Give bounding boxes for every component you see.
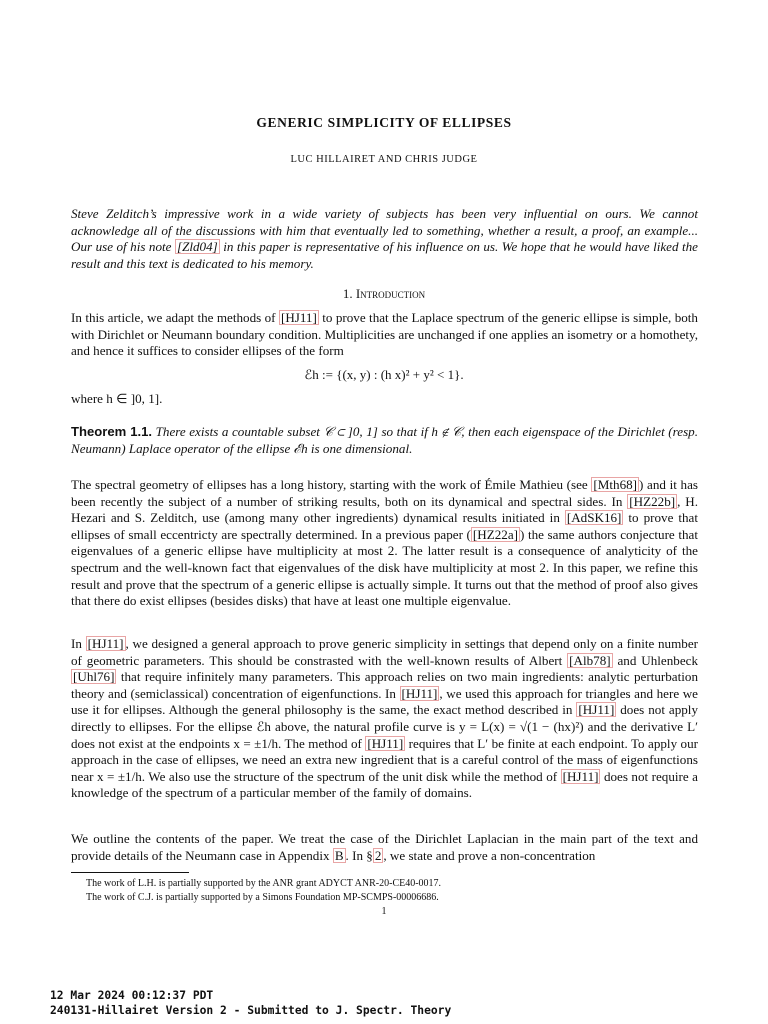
section-link[interactable]: 2 — [374, 847, 382, 863]
authors: LUC HILLAIRET AND CHRIS JUDGE — [290, 154, 478, 165]
footnote: The work of L.H. is partially supported by the ANR grant ADYCT ANR-20-CE40-0017. — [86, 878, 442, 889]
dedication: Steve Zelditch’s impressive work in a wide variety of subjects has been very influential on ours. We cannot acknowledge all of the discussions with him that eventually led to something, whether a result, a proof, an example... Our use of his note [Zld04] in this paper is representative of his influence on us. We hope that he would have liked the result and this text is dedicated to his memory. — [71, 206, 698, 271]
section-heading — [0, 286, 768, 302]
ellipse-equation: ℰh := {(x, y) : (h x)² + y² < 1}. — [304, 367, 464, 382]
theorem-label: Theorem 1.1. — [71, 424, 153, 439]
citation-link[interactable]: [Zld04] — [176, 239, 218, 255]
citation-link[interactable]: [HJ11] — [87, 636, 124, 651]
citation-link[interactable]: [HZ22b] — [629, 493, 676, 509]
citation-link[interactable]: [HJ11] — [367, 735, 404, 751]
theorem-1-1 — [71, 424, 698, 457]
footnotes — [86, 877, 698, 904]
citation-link[interactable]: [Uhl76] — [73, 669, 115, 685]
footnote-divider — [71, 872, 189, 873]
citation-link[interactable]: [HJ11] — [562, 768, 599, 784]
citation-link[interactable]: [AdSK16] — [566, 510, 622, 526]
section-number: 1. — [342, 286, 356, 301]
outline-paragraph: We outline the contents of the paper. We treat the case of the Dirichlet Laplacian in the main part of the text and provide details of the Neumann case in Appendix B . In § 2 , we state and prove a non-concentration — [71, 831, 698, 863]
stamp-date: 12 Mar 2024 00:12:37 PDT — [50, 989, 214, 1002]
citation-link[interactable]: [Alb78] — [569, 652, 611, 668]
citation-link[interactable]: [Mth68] — [593, 477, 638, 492]
paper-title: GENERIC SIMPLICITY OF ELLIPSES — [256, 115, 512, 130]
citation-link[interactable]: [HJ11] — [578, 702, 615, 718]
history-paragraph: The spectral geometry of ellipses has a long history, starting with the work of Émile Mathieu (see [Mth68] ) and it has been recently the subject of a number of striking results, both on its dynamical and spectral sides. In [HZ22b] , H. Hezari and S. Zelditch, use (among many other ingredients) dynamical results initiated in [AdSK16] to prove that ellipses of small eccentricty are spectrally determined. In a previous paper ( [HZ22a] ) the same authors conjecture that eigenvalues of a generic ellipse have multiplicity at most 2. The latter result is a consequence of analyticity of the spectrum and the well-known fact that eigenvalues of the disk have multiplicity at most 2. In this paper, we refine this result and prove that the spectrum of a generic ellipse is actually simple. It turns out that the method of proof also gives that there do exist ellipses (besides disks) that have at least one multiple eigenvalue. — [71, 477, 699, 609]
method-paragraph: In [HJ11] , we designed a general approach to prove generic simplicity in settings that depend only on a finite number of geometric parameters. This should be constrasted with the well-known results of Albert [Alb78] and Uhlenbeck [Uhl76] that require infinitely many parameters. This approach relies on two main ingredients: analytic perturbation theory and (semiclassical) concentration of eigenfunctions. In [HJ11] , we used this approach for triangles and here we use it for ellipses. Although the general philosophy is the same, the exact method described in [HJ11] does not apply directly to ellipses. For the ellipse ℰh above, the natural profile curve is y = L(x) = √(1 − (hx)²) and the derivative L′ does not exist at the endpoints x = ±1/h. The method of [HJ11] requires that L′ be finite at each endpoint. To apply our approach in the case of ellipses, we need an extra new ingredient that is a careful control of the mass of eigenfunctions near x = ±1/h. We also use the structure of the spectrum of the unit disk while the method of [HJ11] does not require a knowledge of the spectrum of a particular member of the family of domains. — [71, 636, 698, 801]
page-number: 1 — [381, 906, 387, 917]
citation-link[interactable]: [HJ11] — [280, 310, 317, 325]
citation-link[interactable]: [HJ11] — [401, 685, 438, 701]
appendix-link[interactable]: B — [334, 847, 344, 863]
submission-stamp — [50, 988, 451, 1018]
intro-paragraph: In this article, we adapt the methods of [HJ11] to prove that the Laplace spectrum of the generic ellipse is simple, both with Dirichlet or Neumann boundary condition. Multiplicities are unchanged if one applies an isometry or a homothety, and hence it suffices to consider ellipses of the form — [71, 310, 698, 359]
citation-link[interactable]: [HZ22a] — [472, 526, 518, 542]
where-clause: where h ∈ ]0, 1]. — [71, 391, 163, 406]
stamp-version: 240131-Hillairet Version 2 - Submitted to J. Spectr. Theory — [50, 1004, 452, 1017]
footnote: The work of C.J. is partially supported by a Simons Foundation MP-SCMPS-00006686. — [86, 891, 439, 903]
section-title: Introduction — [355, 286, 426, 301]
theorem-statement: There exists a countable subset 𝒞 ⊂ ]0, 1] so that if h ∉ 𝒞, then each eigenspace of the Dirichlet (resp. Neumann) Laplace operator of the ellipse ℰh is one dimensional. — [71, 424, 698, 456]
